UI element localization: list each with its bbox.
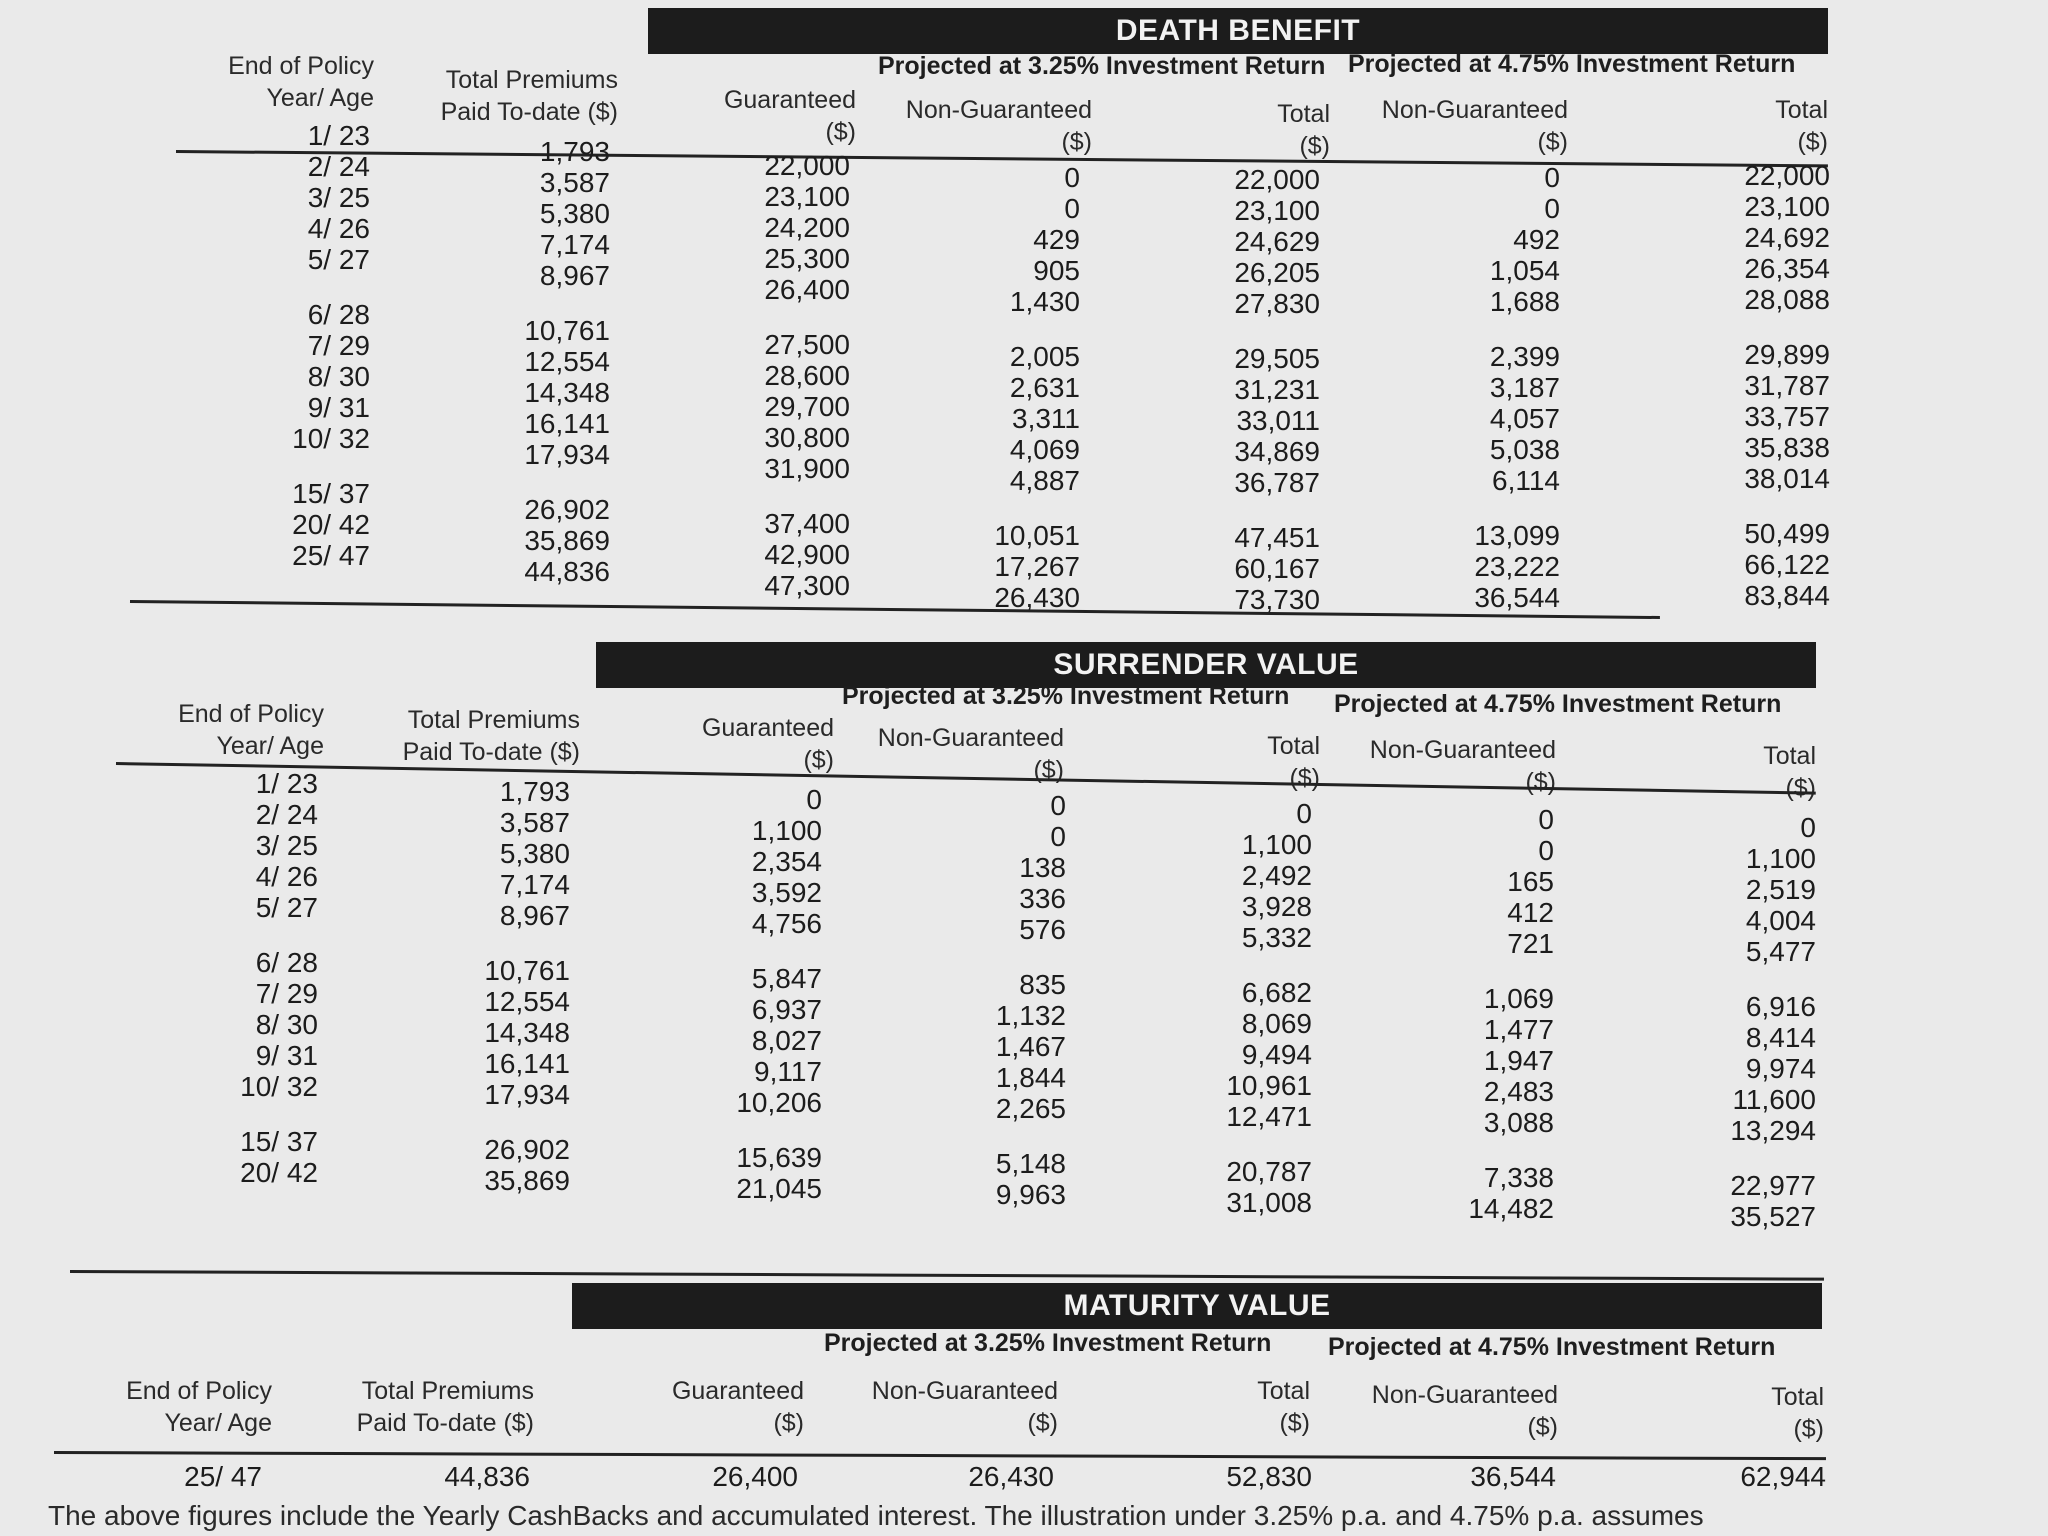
section-title: DEATH BENEFIT bbox=[648, 8, 1828, 54]
table-cell: 17,267 bbox=[994, 551, 1080, 582]
col-year-age bbox=[260, 120, 370, 571]
table-cell: 27,500 bbox=[764, 329, 850, 360]
table-cell: 8/ 30 bbox=[307, 361, 370, 392]
header-year-age: End of Policy Year/ Age bbox=[126, 1377, 272, 1437]
table-cell: 22,000 bbox=[1744, 160, 1830, 191]
col-guaranteed bbox=[710, 150, 850, 601]
table-cell: 138 bbox=[1019, 852, 1066, 883]
table-cell: 25,300 bbox=[764, 243, 850, 274]
table-cell: 34,869 bbox=[1234, 436, 1320, 467]
table-cell: 44,836 bbox=[524, 556, 610, 587]
group-gap bbox=[682, 1118, 822, 1142]
group-gap bbox=[1690, 494, 1830, 518]
header-year-age: End of Policy Year/ Age bbox=[178, 700, 324, 760]
table-cell: 31,231 bbox=[1234, 374, 1320, 405]
table-cell: 5,038 bbox=[1489, 434, 1560, 465]
header-total-475: Total ($) bbox=[1771, 1383, 1824, 1443]
maturity-value-section bbox=[0, 1275, 2048, 1495]
table-cell: 1,947 bbox=[1483, 1045, 1554, 1076]
table-cell: 35,869 bbox=[524, 525, 610, 556]
group-gap bbox=[682, 939, 822, 963]
group-gap bbox=[1414, 1138, 1554, 1162]
table-cell: 44,836 bbox=[444, 1461, 530, 1492]
table-cell: 31,900 bbox=[764, 453, 850, 484]
table-cell: 0 bbox=[1296, 798, 1312, 829]
table-cell: 6,937 bbox=[751, 994, 822, 1025]
group-gap bbox=[260, 454, 370, 478]
table-cell: 3,311 bbox=[1012, 403, 1080, 434]
table-cell: 5,477 bbox=[1745, 936, 1816, 967]
table-cell: 429 bbox=[1033, 224, 1080, 255]
table-cell: 26,902 bbox=[484, 1134, 570, 1165]
header-year-age: End of Policy Year/ Age bbox=[228, 52, 374, 112]
projection-475-header: Projected at 4.75% Investment Return bbox=[1334, 690, 1782, 718]
table-cell: 6,916 bbox=[1745, 991, 1816, 1022]
table-cell: 7,174 bbox=[499, 869, 570, 900]
section-title: SURRENDER VALUE bbox=[596, 642, 1816, 688]
table-cell: 1,793 bbox=[499, 776, 570, 807]
table-cell: 26,430 bbox=[968, 1461, 1054, 1492]
col-total-475 bbox=[1676, 812, 1816, 1232]
col-total-475 bbox=[1690, 160, 1830, 611]
header-ng-325: Non-Guaranteed ($) bbox=[905, 96, 1092, 156]
table-cell: 22,000 bbox=[1234, 164, 1320, 195]
table-cell: 336 bbox=[1019, 883, 1066, 914]
table-cell: 10,051 bbox=[994, 520, 1080, 551]
table-cell: 28,600 bbox=[764, 360, 850, 391]
table-cell: 14,348 bbox=[484, 1017, 570, 1048]
table-cell: 165 bbox=[1507, 866, 1554, 897]
header-total-325: Total ($) bbox=[1267, 732, 1320, 792]
group-gap bbox=[1676, 1146, 1816, 1170]
table-cell: 29,505 bbox=[1234, 343, 1320, 374]
table-cell: 33,011 bbox=[1236, 405, 1320, 436]
table-cell: 492 bbox=[1513, 224, 1560, 255]
col-ng-475 bbox=[1414, 804, 1554, 1224]
table-cell: 5,380 bbox=[499, 838, 570, 869]
group-gap bbox=[1676, 967, 1816, 991]
table-cell: 1,054 bbox=[1489, 255, 1560, 286]
table-cell: 9,963 bbox=[995, 1179, 1066, 1210]
group-gap bbox=[1420, 496, 1560, 520]
table-cell: 2/ 24 bbox=[255, 799, 318, 830]
group-gap bbox=[200, 1102, 318, 1126]
table-cell: 1/ 23 bbox=[255, 768, 318, 799]
surrender-value-section bbox=[0, 618, 2048, 1273]
header-rule bbox=[54, 1451, 1826, 1460]
table-cell: 14,482 bbox=[1468, 1193, 1554, 1224]
table-cell: 26,400 bbox=[712, 1461, 798, 1492]
table-cell: 13,294 bbox=[1730, 1115, 1816, 1146]
table-cell: 35,838 bbox=[1744, 432, 1830, 463]
table-cell: 2,483 bbox=[1483, 1076, 1554, 1107]
table-cell: 24,692 bbox=[1744, 222, 1830, 253]
table-cell: 27,830 bbox=[1234, 288, 1320, 319]
table-cell: 20/ 42 bbox=[240, 1157, 318, 1188]
table-cell: 412 bbox=[1507, 897, 1554, 928]
table-cell: 5,332 bbox=[1241, 922, 1312, 953]
table-cell: 9,494 bbox=[1241, 1039, 1312, 1070]
group-gap bbox=[1420, 317, 1560, 341]
table-cell: 60,167 bbox=[1234, 553, 1320, 584]
table-cell: 7,174 bbox=[539, 229, 610, 260]
group-gap bbox=[710, 305, 850, 329]
col-ng-325 bbox=[926, 790, 1066, 1210]
table-cell: 10/ 32 bbox=[240, 1071, 318, 1102]
header-ng-325: Non-Guaranteed ($) bbox=[877, 724, 1064, 784]
table-cell: 8,414 bbox=[1745, 1022, 1816, 1053]
group-gap bbox=[926, 945, 1066, 969]
table-cell: 23,100 bbox=[1744, 191, 1830, 222]
projection-325-header: Projected at 3.25% Investment Return bbox=[824, 1329, 1272, 1357]
table-cell: 7,338 bbox=[1483, 1162, 1554, 1193]
table-cell: 0 bbox=[1538, 835, 1554, 866]
table-cell: 10,961 bbox=[1226, 1070, 1312, 1101]
table-cell: 35,527 bbox=[1730, 1201, 1816, 1232]
header-guaranteed: Guaranteed ($) bbox=[671, 1377, 804, 1437]
group-gap bbox=[710, 484, 850, 508]
table-cell: 36,544 bbox=[1474, 582, 1560, 613]
table-cell: 13,099 bbox=[1474, 520, 1560, 551]
table-cell: 47,451 bbox=[1234, 522, 1320, 553]
table-cell: 23,222 bbox=[1474, 551, 1560, 582]
table-cell: 1,467 bbox=[995, 1031, 1066, 1062]
table-cell: 24,200 bbox=[764, 212, 850, 243]
col-premiums bbox=[470, 136, 610, 587]
death-benefit-section bbox=[0, 0, 2048, 640]
table-cell: 2,492 bbox=[1241, 860, 1312, 891]
table-cell: 31,787 bbox=[1744, 370, 1830, 401]
col-guaranteed bbox=[682, 784, 822, 1204]
table-cell: 23,100 bbox=[764, 181, 850, 212]
table-cell: 50,499 bbox=[1744, 518, 1830, 549]
projection-475-header: Projected at 4.75% Investment Return bbox=[1348, 50, 1796, 78]
table-cell: 4/ 26 bbox=[255, 861, 318, 892]
table-cell: 4,057 bbox=[1489, 403, 1560, 434]
footer-note: The above figures include the Yearly CashBacks and accumulated interest. The illustration under 3.25% p.a. and 4.75% p.a. assumes bbox=[48, 1500, 1704, 1531]
table-cell: 23,100 bbox=[1234, 195, 1320, 226]
table-cell: 83,844 bbox=[1744, 580, 1830, 611]
table-cell: 4,004 bbox=[1745, 905, 1816, 936]
table-cell: 6/ 28 bbox=[255, 947, 318, 978]
header-ng-475: Non-Guaranteed ($) bbox=[1369, 736, 1556, 796]
table-cell: 1,100 bbox=[751, 815, 822, 846]
table-cell: 22,977 bbox=[1730, 1170, 1816, 1201]
col-premiums bbox=[430, 776, 570, 1196]
table-cell: 38,014 bbox=[1744, 463, 1830, 494]
table-cell: 24,629 bbox=[1234, 226, 1320, 257]
table-cell: 16,141 bbox=[524, 408, 610, 439]
table-cell: 8,967 bbox=[499, 900, 570, 931]
table-cell: 1,100 bbox=[1745, 843, 1816, 874]
col-guaranteed bbox=[658, 1461, 798, 1492]
table-cell: 1,100 bbox=[1241, 829, 1312, 860]
table-cell: 5,380 bbox=[539, 198, 610, 229]
col-ng-325 bbox=[940, 162, 1080, 613]
table-cell: 3,592 bbox=[751, 877, 822, 908]
table-cell: 26,205 bbox=[1234, 257, 1320, 288]
table-cell: 1,793 bbox=[539, 136, 610, 167]
table-cell: 4,887 bbox=[1009, 465, 1080, 496]
table-cell: 10,206 bbox=[736, 1087, 822, 1118]
table-cell: 26,902 bbox=[524, 494, 610, 525]
header-premiums: Total Premiums Paid To-date ($) bbox=[402, 706, 580, 766]
table-cell: 28,088 bbox=[1744, 284, 1830, 315]
table-cell: 0 bbox=[1538, 804, 1554, 835]
table-cell: 12,554 bbox=[524, 346, 610, 377]
table-cell: 8,069 bbox=[1241, 1008, 1312, 1039]
table-cell: 5,847 bbox=[751, 963, 822, 994]
table-cell: 1,069 bbox=[1483, 983, 1554, 1014]
table-cell: 0 bbox=[1050, 821, 1066, 852]
table-cell: 1,132 bbox=[995, 1000, 1066, 1031]
group-gap bbox=[1690, 315, 1830, 339]
table-cell: 20/ 42 bbox=[292, 509, 370, 540]
table-cell: 0 bbox=[1800, 812, 1816, 843]
table-cell: 4,756 bbox=[751, 908, 822, 939]
table-cell: 66,122 bbox=[1744, 549, 1830, 580]
table-cell: 42,900 bbox=[764, 539, 850, 570]
table-cell: 721 bbox=[1507, 928, 1554, 959]
table-cell: 5/ 27 bbox=[255, 892, 318, 923]
table-cell: 9,117 bbox=[754, 1056, 822, 1087]
col-ng-475 bbox=[1416, 1461, 1556, 1492]
table-cell: 2,354 bbox=[751, 846, 822, 877]
table-cell: 8/ 30 bbox=[255, 1009, 318, 1040]
table-cell: 52,830 bbox=[1226, 1461, 1312, 1492]
table-cell: 7/ 29 bbox=[307, 330, 370, 361]
col-total-475 bbox=[1686, 1461, 1826, 1492]
col-total-325 bbox=[1172, 798, 1312, 1218]
table-cell: 9/ 31 bbox=[255, 1040, 318, 1071]
group-gap bbox=[1180, 319, 1320, 343]
table-cell: 2,265 bbox=[995, 1093, 1066, 1124]
header-total-475: Total ($) bbox=[1775, 96, 1828, 156]
group-gap bbox=[260, 275, 370, 299]
table-cell: 37,400 bbox=[764, 508, 850, 539]
header-ng-475: Non-Guaranteed ($) bbox=[1371, 1381, 1558, 1441]
table-cell: 905 bbox=[1033, 255, 1080, 286]
table-cell: 6,682 bbox=[1241, 977, 1312, 1008]
table-cell: 8,027 bbox=[751, 1025, 822, 1056]
table-cell: 0 bbox=[1050, 790, 1066, 821]
table-cell: 3,928 bbox=[1241, 891, 1312, 922]
group-gap bbox=[1180, 498, 1320, 522]
table-cell: 7/ 29 bbox=[255, 978, 318, 1009]
table-cell: 47,300 bbox=[764, 570, 850, 601]
table-cell: 9/ 31 bbox=[307, 392, 370, 423]
table-cell: 15,639 bbox=[736, 1142, 822, 1173]
table-cell: 1/ 23 bbox=[307, 120, 370, 151]
table-cell: 4,069 bbox=[1009, 434, 1080, 465]
table-cell: 12,554 bbox=[484, 986, 570, 1017]
table-cell: 30,800 bbox=[764, 422, 850, 453]
table-cell: 1,844 bbox=[995, 1062, 1066, 1093]
table-cell: 8,967 bbox=[539, 260, 610, 291]
table-cell: 3,088 bbox=[1483, 1107, 1554, 1138]
group-gap bbox=[926, 1124, 1066, 1148]
group-gap bbox=[940, 317, 1080, 341]
table-cell: 835 bbox=[1019, 969, 1066, 1000]
table-cell: 15/ 37 bbox=[292, 478, 370, 509]
table-cell: 14,348 bbox=[524, 377, 610, 408]
table-cell: 3,587 bbox=[499, 807, 570, 838]
table-cell: 0 bbox=[1064, 193, 1080, 224]
table-cell: 3,187 bbox=[1489, 372, 1560, 403]
table-cell: 10,761 bbox=[524, 315, 610, 346]
table-cell: 12,471 bbox=[1226, 1101, 1312, 1132]
table-cell: 4/ 26 bbox=[307, 213, 370, 244]
table-cell: 1,477 bbox=[1483, 1014, 1554, 1045]
table-cell: 10/ 32 bbox=[292, 423, 370, 454]
col-total-325 bbox=[1180, 164, 1320, 615]
col-ng-475 bbox=[1420, 162, 1560, 613]
group-gap bbox=[1414, 959, 1554, 983]
col-premiums bbox=[390, 1461, 530, 1492]
table-cell: 62,944 bbox=[1740, 1461, 1826, 1492]
table-cell: 6/ 28 bbox=[307, 299, 370, 330]
group-gap bbox=[430, 1110, 570, 1134]
col-year-age bbox=[150, 1461, 262, 1492]
table-cell: 9,974 bbox=[1745, 1053, 1816, 1084]
header-total-325: Total ($) bbox=[1257, 1377, 1310, 1437]
table-cell: 2,005 bbox=[1009, 341, 1080, 372]
table-cell: 16,141 bbox=[484, 1048, 570, 1079]
header-premiums: Total Premiums Paid To-date ($) bbox=[356, 1377, 534, 1437]
table-cell: 3/ 25 bbox=[307, 182, 370, 213]
col-year-age bbox=[200, 768, 318, 1188]
table-cell: 2/ 24 bbox=[307, 151, 370, 182]
table-cell: 17,934 bbox=[524, 439, 610, 470]
group-gap bbox=[1172, 1132, 1312, 1156]
header-guaranteed: Guaranteed ($) bbox=[723, 86, 856, 146]
section-title: MATURITY VALUE bbox=[572, 1283, 1822, 1329]
table-cell: 3,587 bbox=[539, 167, 610, 198]
header-total-325: Total ($) bbox=[1277, 100, 1330, 160]
table-cell: 33,757 bbox=[1744, 401, 1830, 432]
header-total-475: Total ($) bbox=[1763, 742, 1816, 802]
table-cell: 10,761 bbox=[484, 955, 570, 986]
table-cell: 26,354 bbox=[1744, 253, 1830, 284]
table-cell: 31,008 bbox=[1226, 1187, 1312, 1218]
col-ng-325 bbox=[914, 1461, 1054, 1492]
group-gap bbox=[940, 496, 1080, 520]
header-guaranteed: Guaranteed ($) bbox=[701, 714, 834, 774]
table-cell: 36,544 bbox=[1470, 1461, 1556, 1492]
group-gap bbox=[470, 470, 610, 494]
group-gap bbox=[470, 291, 610, 315]
table-cell: 35,869 bbox=[484, 1165, 570, 1196]
table-cell: 2,519 bbox=[1745, 874, 1816, 905]
table-cell: 26,430 bbox=[994, 582, 1080, 613]
table-cell: 2,631 bbox=[1009, 372, 1080, 403]
table-cell: 576 bbox=[1019, 914, 1066, 945]
table-cell: 36,787 bbox=[1234, 467, 1320, 498]
table-cell: 1,430 bbox=[1009, 286, 1080, 317]
table-cell: 11,600 bbox=[1732, 1084, 1816, 1115]
table-cell: 20,787 bbox=[1226, 1156, 1312, 1187]
table-cell: 25/ 47 bbox=[184, 1461, 262, 1492]
table-cell: 73,730 bbox=[1234, 584, 1320, 615]
header-ng-475: Non-Guaranteed ($) bbox=[1381, 96, 1568, 156]
table-cell: 0 bbox=[1064, 162, 1080, 193]
projection-325-header: Projected at 3.25% Investment Return bbox=[878, 52, 1326, 80]
group-gap bbox=[200, 923, 318, 947]
table-cell: 22,000 bbox=[764, 150, 850, 181]
col-total-325 bbox=[1172, 1461, 1312, 1492]
table-cell: 29,899 bbox=[1744, 339, 1830, 370]
table-cell: 3/ 25 bbox=[255, 830, 318, 861]
table-cell: 5/ 27 bbox=[307, 244, 370, 275]
table-cell: 6,114 bbox=[1492, 465, 1560, 496]
table-cell: 29,700 bbox=[764, 391, 850, 422]
table-cell: 2,399 bbox=[1489, 341, 1560, 372]
group-gap bbox=[1172, 953, 1312, 977]
table-cell: 0 bbox=[1544, 193, 1560, 224]
table-cell: 21,045 bbox=[736, 1173, 822, 1204]
group-gap bbox=[430, 931, 570, 955]
table-cell: 0 bbox=[1544, 162, 1560, 193]
projection-325-header: Projected at 3.25% Investment Return bbox=[842, 682, 1290, 710]
table-cell: 26,400 bbox=[764, 274, 850, 305]
projection-475-header: Projected at 4.75% Investment Return bbox=[1328, 1333, 1776, 1361]
header-premiums: Total Premiums Paid To-date ($) bbox=[440, 66, 618, 126]
table-cell: 15/ 37 bbox=[240, 1126, 318, 1157]
header-ng-325: Non-Guaranteed ($) bbox=[871, 1377, 1058, 1437]
table-cell: 1,688 bbox=[1489, 286, 1560, 317]
table-cell: 25/ 47 bbox=[292, 540, 370, 571]
table-cell: 0 bbox=[806, 784, 822, 815]
table-cell: 5,148 bbox=[995, 1148, 1066, 1179]
table-cell: 17,934 bbox=[484, 1079, 570, 1110]
